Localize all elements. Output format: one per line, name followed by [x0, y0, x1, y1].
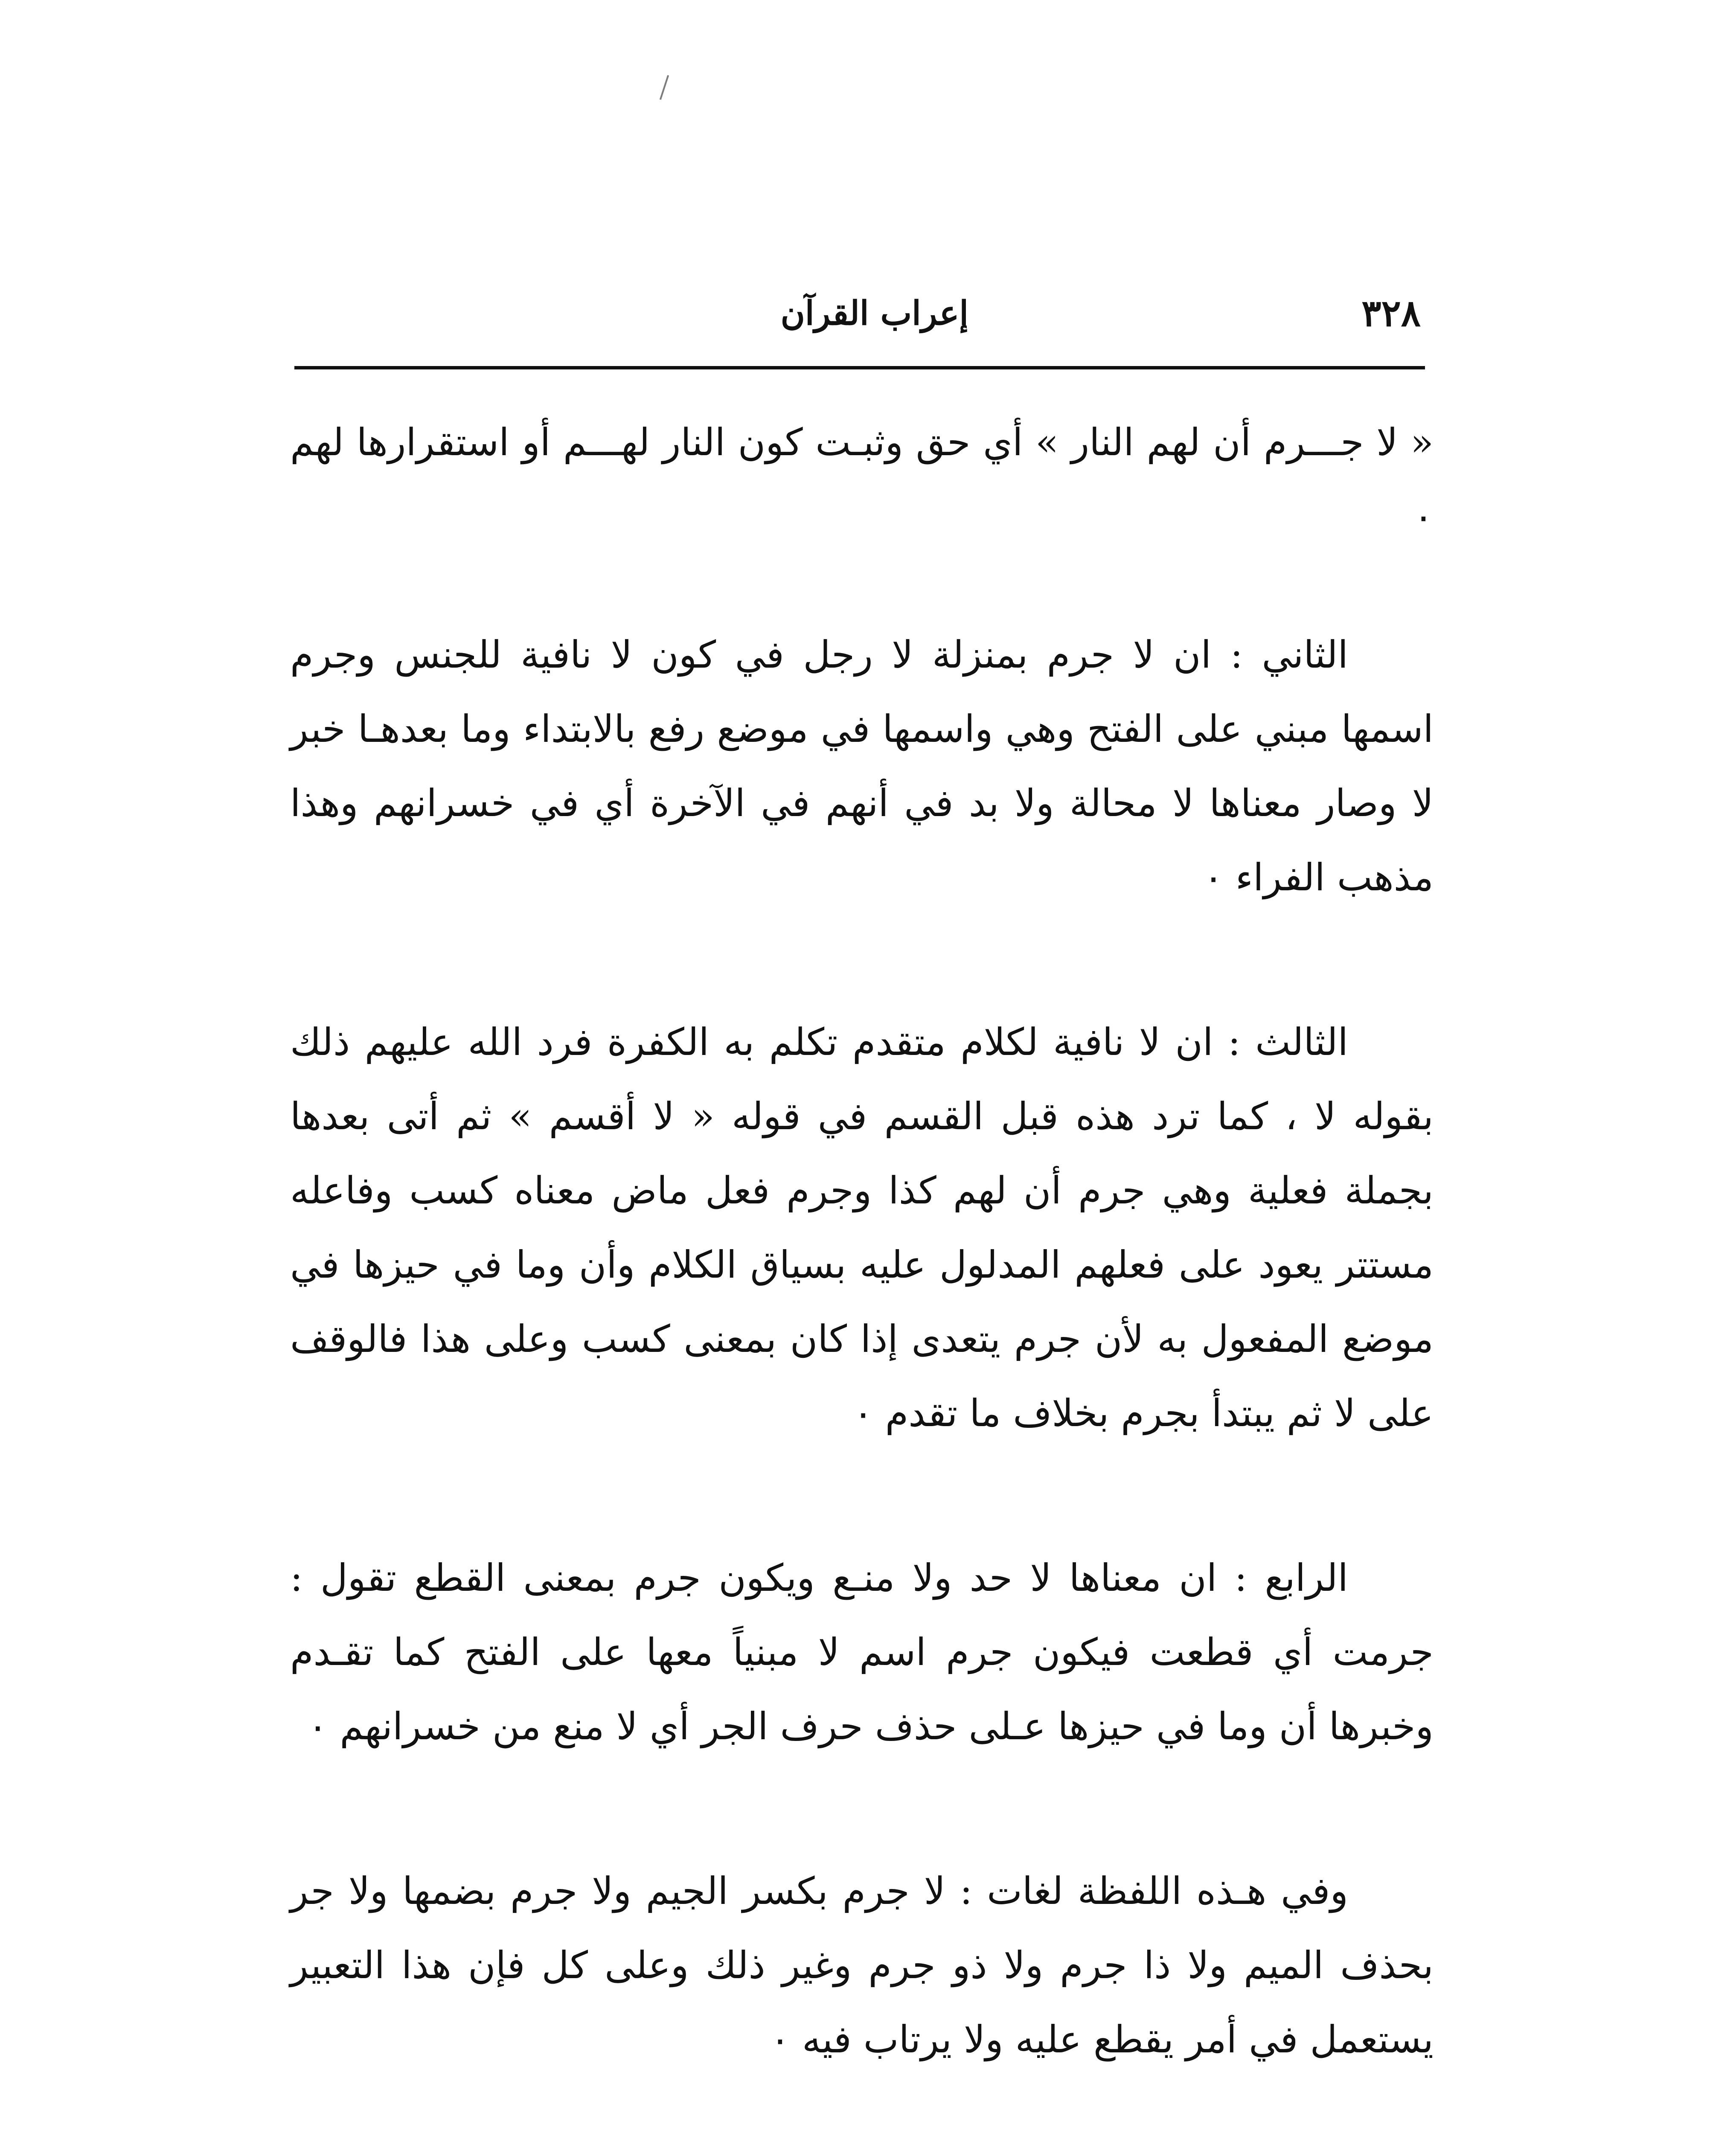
running-title: إعراب القرآن [780, 294, 968, 333]
stray-pen-mark [660, 75, 669, 100]
page-header [294, 290, 1421, 354]
paragraph-second-opinion: الثاني : ان لا جرم بمنزلة لا رجل في كون لا نافية للجنس وجرم اسمها مبني على الفتح وهي واسمها في موضع رفع بالابتداء وما بعدهـا خبر لا وصار معناها لا محالة ولا بد في أنهم في الآخرة أي في خسرانهم وهذا مذهب الفراء ٠ [290, 633, 1434, 899]
paragraph-dialects: وفي هـذه اللفظة لغات : لا جرم بكسر الجيم ولا جرم بضمها ولا جر بحذف الميم ولا ذا جرم ولا ذو جرم وغير ذلك وعلى كل فإن هذا التعبير يستعمل في أمر يقطع عليه ولا يرتاب فيه ٠ [290, 1869, 1434, 2061]
paragraph-third-opinion: الثالث : ان لا نافية لكلام متقدم تكلم به الكفرة فرد الله عليهم ذلك بقوله لا ، كما ترد هذه قبل القسم في قوله « لا أقسم » ثم أتى بعدها بجملة فعلية وهي جرم أن لهم كذا وجرم فعل ماض معناه كسب وفاعله مستتر يعود على فعلهم المدلول عليه بسياق الكلام وأن وما في حيزها في موضع المفعول به لأن جرم يتعدى إذا كان بمعنى كسب وعلى هذا فالوقف على لا ثم يبتدأ بجرم بخلاف ما تقدم ٠ [290, 1020, 1434, 1435]
page-body [290, 405, 1434, 2133]
header-rule [294, 366, 1425, 369]
paragraph-fourth-opinion: الرابع : ان معناها لا حد ولا منـع ويكون جرم بمعنى القطع تقول : جرمت أي قطعت فيكون جرم اسم لا مبنياً معها على الفتح كما تقـدم وخبرها أن وما في حيزها عـلى حذف حرف الجر أي لا منع من خسرانهم ٠ [290, 1556, 1434, 1748]
paragraph-intro: « لا جـــرم أن لهم النار » أي حق وثبـت كون النار لهـــم أو استقرارها لهم ٠ [290, 420, 1434, 538]
page-number: ٣٢٨ [1361, 292, 1421, 335]
